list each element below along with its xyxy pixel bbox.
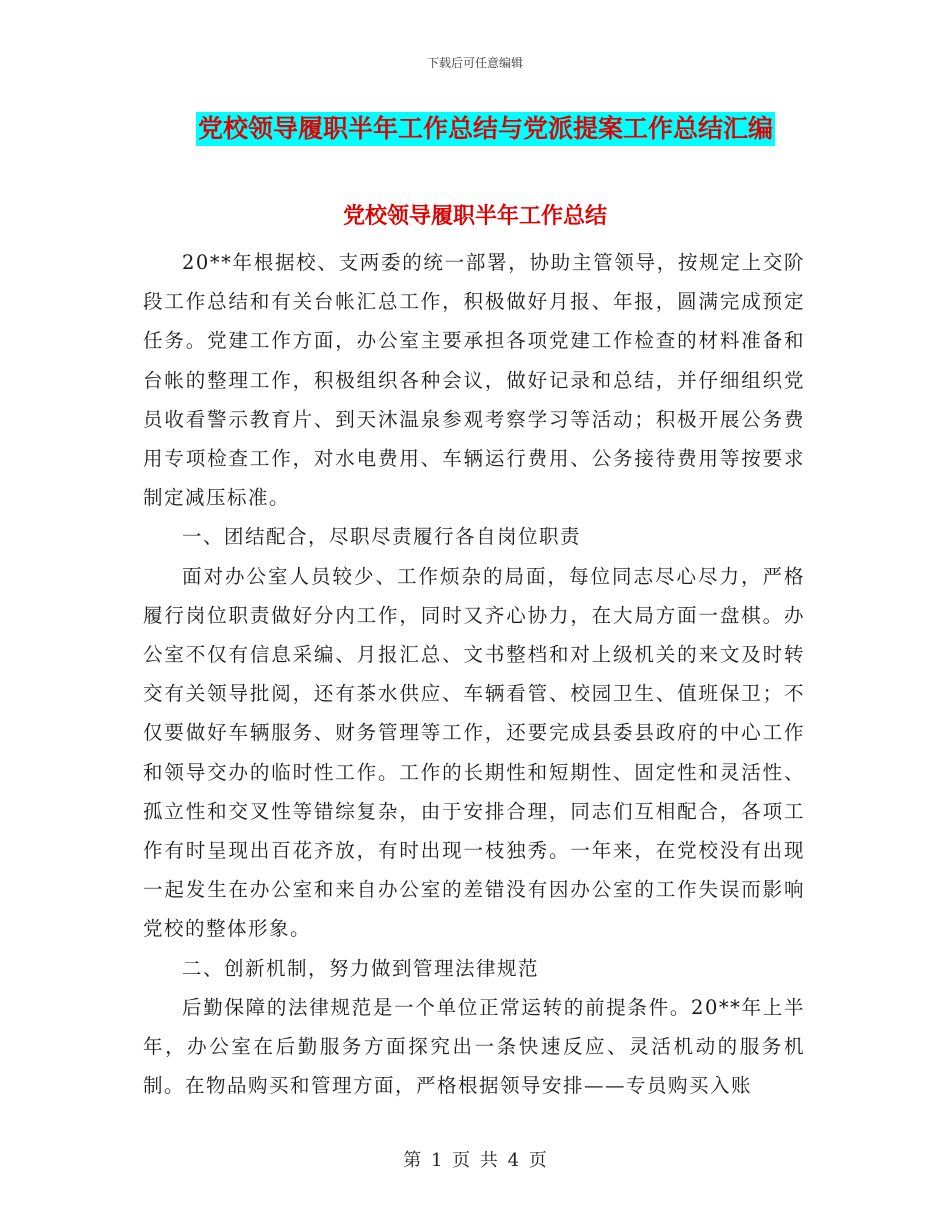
document-main-title: 党校领导履职半年工作总结与党派提案工作总结汇编 (196, 112, 775, 146)
section-title: 党校领导履职半年工作总结 (342, 203, 607, 229)
header-note: 下载后可任意编辑 (426, 56, 523, 70)
document-body (143, 243, 805, 1105)
heading-innovation-mechanism: 二、创新机制，努力做到管理法律规范 (182, 956, 540, 980)
heading-unity-cooperation: 一、团结配合，尽职尽责履行各自岗位职责 (182, 525, 582, 549)
paragraph-logistics: 后勤保障的法律规范是一个单位正常运转的前提条件。20**年上半年，办公室在后勤服务方面探究出一条快速反应、灵活机动的服务机制。在物品购买和管理方面，严格根据领导安排——专员购买入账 (143, 995, 805, 1098)
paragraph-intro: 20**年根据校、支两委的统一部署，协助主管领导，按规定上交阶段工作总结和有关台帐汇总工作，积极做好月报、年报，圆满完成预定任务。党建工作方面，办公室主要承担各项党建工作检查的材料准备和台帐的整理工作，积极组织各种会议，做好记录和总结，并仔细组织党员收看警示教育片、到天沐温泉参观考察学习等活动；积极开展公务费用专项检查工作，对水电费用、车辆运行费用、公务接待费用等按要求制定减压标准。 (143, 251, 805, 510)
page-number: 第 1 页 共 4 页 (403, 1150, 547, 1171)
paragraph-office-duties: 面对办公室人员较少、工作烦杂的局面，每位同志尽心尽力，严格履行岗位职责做好分内工作，同时又齐心协力，在大局方面一盘棋。办公室不仅有信息采编、月报汇总、文书整档和对上级机关的来文及时转交有关领导批阅，还有茶水供应、车辆看管、校园卫生、值班保卫；不仅要做好车辆服务、财务管理等工作，还要完成县委县政府的中心工作和领导交办的临时性工作。工作的长期性和短期性、固定性和灵活性、孤立性和交叉性等错综复杂，由于安排合理，同志们互相配合，各项工作有时呈现出百花齐放，有时出现一枝独秀。一年来，在党校没有出现一起发生在办公室和来自办公室的差错没有因办公室的工作失误而影响党校的整体形象。 (143, 564, 805, 941)
